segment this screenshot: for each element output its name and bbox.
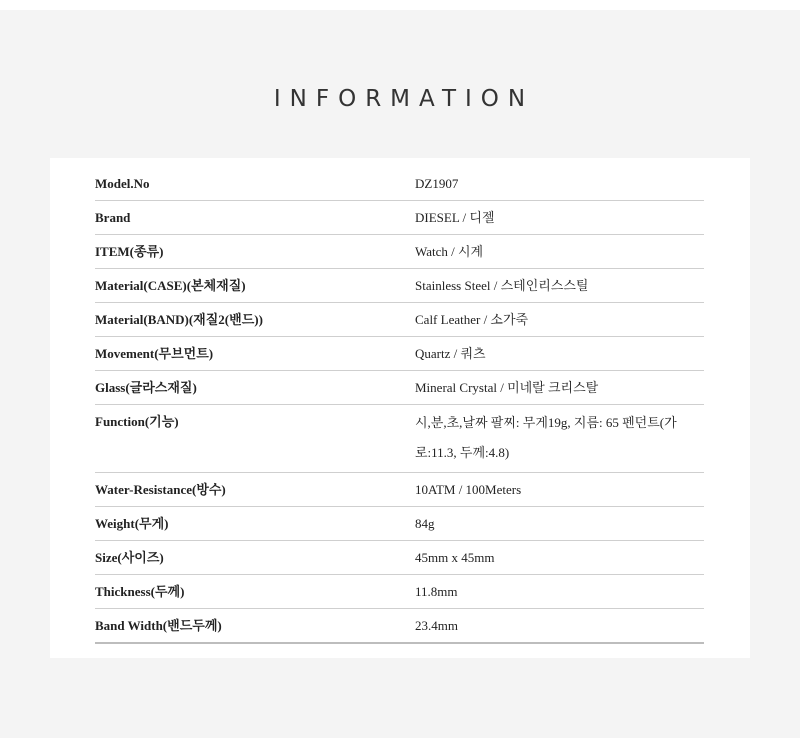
table-row — [95, 473, 704, 507]
spec-value: DZ1907 — [415, 176, 459, 191]
spec-label: Weight(무게) — [95, 516, 169, 531]
spec-table — [95, 167, 704, 644]
spec-value: Calf Leather / 소가죽 — [415, 312, 529, 327]
spec-value: Mineral Crystal / 미네랄 크리스탈 — [415, 380, 599, 395]
spec-label: Brand — [95, 210, 131, 225]
table-row — [95, 541, 704, 575]
spec-value: 시,분,초,날짜 팔찌: 무게19g, 지름: 65 펜던트(가로:11.3, 두께:4.8) — [415, 415, 677, 460]
page-title: INFORMATION — [273, 86, 535, 112]
table-row — [95, 303, 704, 337]
table-row — [95, 201, 704, 235]
spec-value: Quartz / 쿼츠 — [415, 346, 486, 361]
spec-card — [50, 158, 750, 658]
spec-value: 45mm x 45mm — [415, 550, 495, 565]
spec-label: Water-Resistance(방수) — [95, 482, 226, 497]
table-row — [95, 371, 704, 405]
table-row — [95, 269, 704, 303]
table-row — [95, 167, 704, 201]
spec-label: Model.No — [95, 176, 150, 191]
spec-value: Stainless Steel / 스테인리스스틸 — [415, 278, 589, 293]
spec-value: 11.8mm — [415, 584, 458, 599]
table-row — [95, 405, 704, 473]
spec-label: Function(기능) — [95, 414, 179, 429]
spec-value: 23.4mm — [415, 618, 458, 633]
spec-value: DIESEL / 디젤 — [415, 210, 495, 225]
spec-label: Size(사이즈) — [95, 550, 164, 565]
spec-label: Material(CASE)(본체재질) — [95, 278, 246, 293]
spec-label: Movement(무브먼트) — [95, 346, 214, 361]
table-row — [95, 575, 704, 609]
spec-label: Band Width(밴드두께) — [95, 618, 222, 633]
spec-label: Material(BAND)(재질2(밴드)) — [95, 312, 263, 327]
spec-value: 84g — [415, 516, 435, 531]
spec-label: Thickness(두께) — [95, 584, 185, 599]
spec-value: Watch / 시계 — [415, 244, 484, 259]
page-background — [0, 10, 800, 738]
spec-label: Glass(글라스재질) — [95, 380, 197, 395]
table-row — [95, 507, 704, 541]
table-row — [95, 609, 704, 642]
spec-label: ITEM(종류) — [95, 244, 164, 259]
table-row — [95, 337, 704, 371]
table-row — [95, 235, 704, 269]
spec-value: 10ATM / 100Meters — [415, 482, 522, 497]
